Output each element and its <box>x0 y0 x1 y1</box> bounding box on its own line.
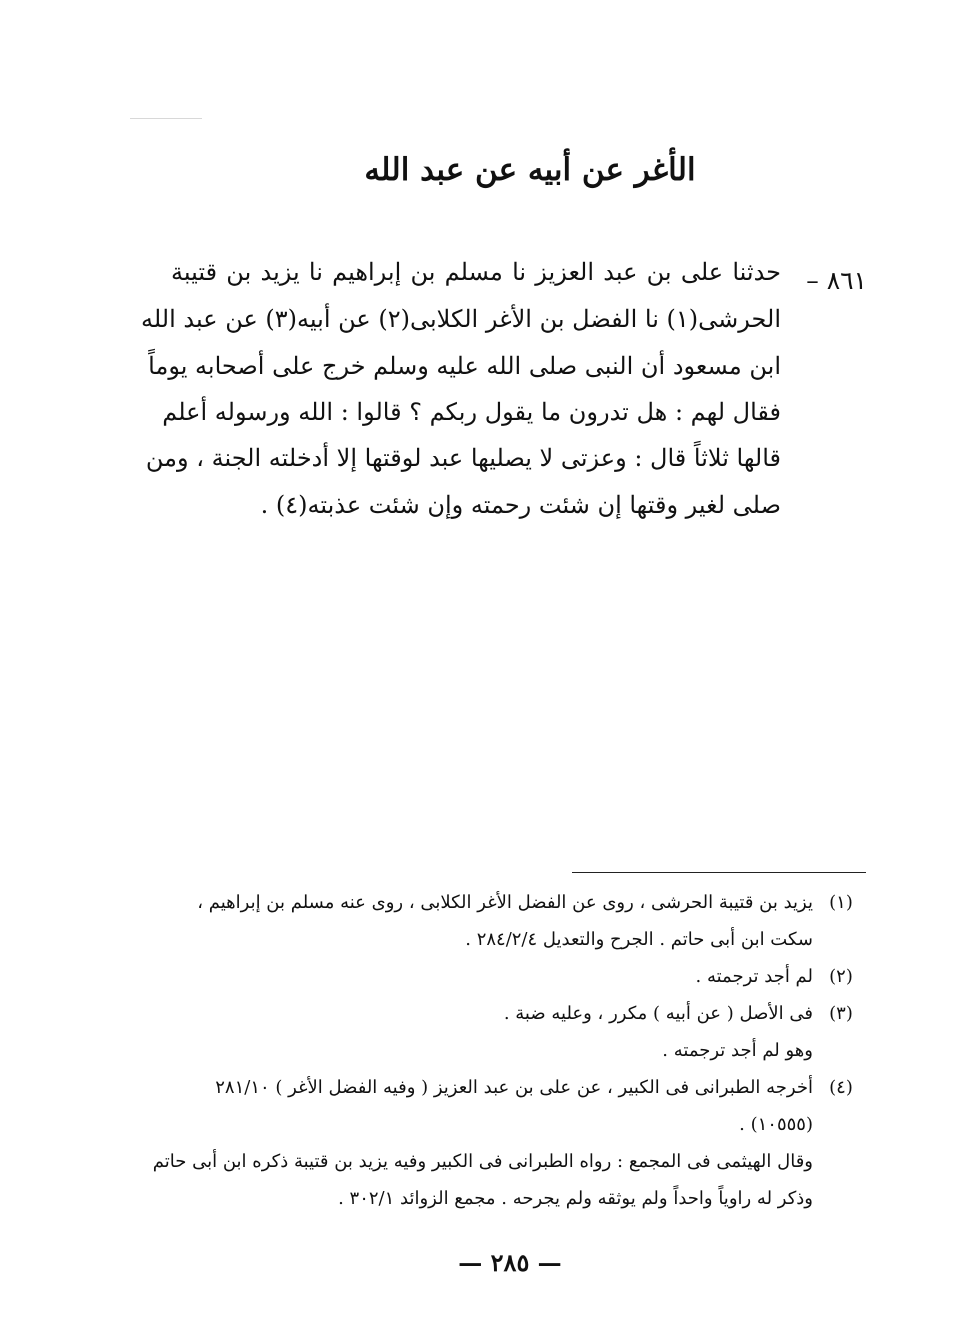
hadith-number: ٨٦١ – <box>806 266 867 295</box>
hadith-line-6: صلى لغير وقتها إن شئت رحمته وإن شئت عذبته(٤) . <box>260 491 781 519</box>
footnote-1-number: (١) <box>829 892 853 913</box>
footnote-4-line-4: وذكر له راوياً واحداً ولم يوثقه ولم يجرحه . مجمع الزوائد ٣٠٢/١ . <box>338 1188 813 1209</box>
hadith-line-5: قالها ثلاثاً قال : وعزتى لا يصليها عبد لوقتها إلا أدخلته الجنة ، ومن <box>145 444 781 472</box>
hadith-line-3: ابن مسعود أن النبى صلى الله عليه وسلم خرج على أصحابه يوماً <box>148 352 781 380</box>
footnote-1-line-2: سكت ابن أبى حاتم . الجرح والتعديل ٢٨٤/٢/٤ . <box>465 929 813 950</box>
footnote-2-number: (٢) <box>829 966 853 987</box>
page-number: — ٢٨٥ — <box>458 1248 562 1277</box>
footnote-3-number: (٣) <box>829 1003 853 1024</box>
scan-artifact-line <box>130 118 202 119</box>
footnote-1-line-1: يزيد بن قتيبة الحرشى ، روى عن الفضل الأغر الكلابى ، روى عنه مسلم بن إبراهيم ، <box>197 892 813 913</box>
section-title: الأغر عن أبيه عن عبد الله <box>364 152 696 188</box>
footnote-divider <box>572 872 866 873</box>
hadith-line-4: فقال لهم : هل تدرون ما يقول ربكم ؟ قالوا : الله ورسوله أعلم <box>162 398 781 426</box>
footnote-3-line-2: وهو لم أجد ترجمته . <box>662 1040 813 1061</box>
hadith-line-2: الحرشى(١) نا الفضل بن الأغر الكلابى(٢) عن أبيه(٣) عن عبد الله <box>140 305 781 333</box>
footnote-2-line-1: لم أجد ترجمته . <box>695 966 813 987</box>
footnote-4-line-2: (١٠٥٥٥) . <box>739 1114 813 1135</box>
footnote-3-line-1: فى الأصل ( عن أبيه ) مكرر ، وعليه ضبة . <box>503 1003 813 1024</box>
footnote-4-line-3: وقال الهيثمى فى المجمع : رواه الطبرانى فى الكبير وفيه يزيد بن قتيبة ذكره ابن أبى حاتم <box>152 1151 813 1172</box>
footnote-4-number: (٤) <box>829 1077 853 1098</box>
hadith-line-1: حدثنا على بن عبد العزيز نا مسلم بن إبراهيم نا يزيد بن قتيبة <box>171 258 781 286</box>
footnote-4-line-1: أخرجه الطبرانى فى الكبير ، عن على بن عبد العزيز ( وفيه الفضل الأغر ) ٢٨١/١٠ <box>215 1077 813 1098</box>
